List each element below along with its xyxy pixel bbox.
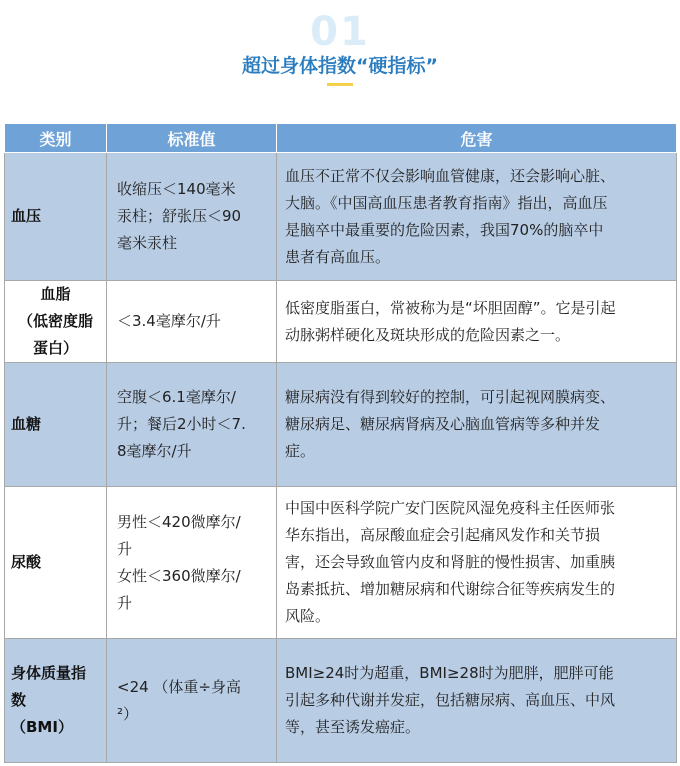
standard-line: 8毫摩尔/升 bbox=[117, 442, 192, 460]
category-line: 血脂 bbox=[40, 285, 71, 303]
health-index-table bbox=[4, 123, 677, 763]
standard-line: <24 （体重÷身高 bbox=[117, 677, 241, 696]
standard-line: 升；餐后2小时＜7. bbox=[117, 415, 246, 433]
title-underline bbox=[327, 83, 353, 86]
table-row-uric-acid bbox=[5, 487, 677, 639]
category-line: 身体质量指 bbox=[11, 664, 87, 682]
harm-line: 症。 bbox=[285, 442, 316, 460]
table-row-blood-pressure bbox=[5, 153, 677, 281]
standard-line: 汞柱；舒张压＜90 bbox=[117, 207, 242, 225]
harm-line: 害，还会导致血管内皮和肾脏的慢性损害、加重胰 bbox=[285, 553, 616, 571]
harm-line: 引起多种代谢并发症，包括糖尿病、高血压、中风 bbox=[285, 691, 616, 709]
standard-cell bbox=[107, 639, 277, 763]
section-header bbox=[0, 0, 680, 118]
category-cell bbox=[5, 281, 107, 363]
standard-line: ＜3.4毫摩尔/升 bbox=[117, 312, 221, 330]
harm-line: 岛素抵抗、增加糖尿病和代谢综合征等疾病发生的 bbox=[285, 580, 616, 598]
harm-cell bbox=[277, 153, 677, 281]
standard-line: 收缩压＜140毫米 bbox=[117, 180, 236, 198]
harm-cell bbox=[277, 487, 677, 639]
category-line: （BMI） bbox=[11, 718, 73, 736]
category-line: 血压 bbox=[11, 207, 42, 225]
harm-line: 糖尿病没有得到较好的控制，可引起视网膜病变、 bbox=[285, 388, 616, 406]
category-line: 血糖 bbox=[11, 415, 42, 433]
standard-cell bbox=[107, 153, 277, 281]
harm-line: 中国中医科学院广安门医院风湿免疫科主任医师张 bbox=[285, 499, 616, 517]
category-line: 蛋白） bbox=[32, 339, 78, 357]
table-header-row bbox=[5, 124, 677, 153]
harm-cell bbox=[277, 363, 677, 487]
harm-line: 大脑。《中国高血压患者教育指南》指出，高血压 bbox=[285, 193, 608, 212]
category-line: 数 bbox=[11, 691, 27, 709]
category-cell bbox=[5, 363, 107, 487]
harm-line: 风险。 bbox=[285, 607, 331, 625]
category-cell bbox=[5, 487, 107, 639]
table-row-blood-lipid bbox=[5, 281, 677, 363]
column-header-category: 类别 bbox=[5, 124, 107, 153]
column-header-standard: 标准值 bbox=[107, 124, 277, 153]
table-row-bmi bbox=[5, 639, 677, 763]
standard-line: 男性＜420微摩尔/ bbox=[117, 512, 241, 531]
harm-cell bbox=[277, 639, 677, 763]
category-cell bbox=[5, 153, 107, 281]
standard-cell bbox=[107, 363, 277, 487]
standard-line: 毫米汞柱 bbox=[117, 234, 178, 252]
section-number: 01 bbox=[310, 9, 370, 55]
harm-line: 动脉粥样硬化及斑块形成的危险因素之一。 bbox=[285, 325, 571, 344]
harm-line: 患者有高血压。 bbox=[285, 247, 391, 266]
harm-line: 是脑卒中最重要的危险因素，我国70%的脑卒中 bbox=[285, 220, 604, 239]
section-title: 超过身体指数“硬指标” bbox=[242, 55, 438, 77]
standard-line: 升 bbox=[117, 593, 133, 612]
harm-line: 华东指出，高尿酸血症会引起痛风发作和关节损 bbox=[285, 526, 601, 544]
table-row-blood-sugar bbox=[5, 363, 677, 487]
harm-line: BMI≥24时为超重，BMI≥28时为肥胖，肥胖可能 bbox=[285, 664, 614, 682]
category-line: 尿酸 bbox=[11, 553, 42, 571]
standard-cell bbox=[107, 281, 277, 363]
harm-line: 等，甚至诱发癌症。 bbox=[285, 718, 421, 736]
standard-line: ²） bbox=[117, 704, 139, 723]
column-header-harm: 危害 bbox=[277, 124, 677, 153]
category-cell bbox=[5, 639, 107, 763]
harm-cell bbox=[277, 281, 677, 363]
standard-cell bbox=[107, 487, 277, 639]
harm-line: 糖尿病足、糖尿病肾病及心脑血管病等多种并发 bbox=[285, 415, 601, 433]
category-line: （低密度脂 bbox=[17, 312, 93, 330]
standard-line: 空腹＜6.1毫摩尔/ bbox=[117, 388, 236, 406]
standard-line: 女性＜360微摩尔/ bbox=[117, 566, 241, 585]
harm-line: 血压不正常不仅会影响血管健康，还会影响心脏、 bbox=[285, 166, 616, 185]
harm-line: 低密度脂蛋白，常被称为是“坏胆固醇”。它是引起 bbox=[285, 298, 616, 317]
standard-line: 升 bbox=[117, 539, 133, 558]
